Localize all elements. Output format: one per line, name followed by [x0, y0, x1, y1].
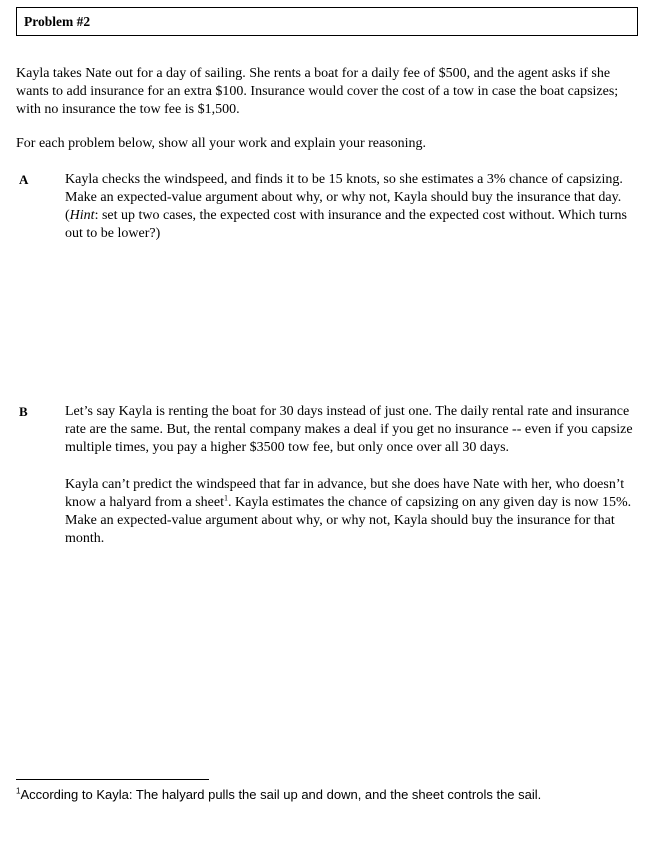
footnote [16, 787, 541, 802]
part-b-label: B [19, 404, 28, 419]
part-a-text-1: Kayla checks the windspeed, and finds it to be 15 knots, so she estimates a 3% chance of capsizing. Make an expected-value argument about why, or why not, Kayla should buy the insurance that day. ( [65, 172, 623, 223]
part-a-text-2: : set up two cases, the expected cost with insurance and the expected cost without. Which turns out to be lower?) [65, 208, 627, 241]
problem-title: Problem #2 [24, 14, 91, 29]
footnote-text: According to Kayla: The halyard pulls the sail up and down, and the sheet controls the sail. [20, 787, 542, 802]
instructions-paragraph: For each problem below, show all your work and explain your reasoning. [16, 136, 427, 151]
footnote-divider [16, 779, 209, 780]
part-b-paragraph-2 [65, 476, 645, 548]
problem-title-box [16, 7, 638, 36]
hint-label: Hint [69, 208, 95, 223]
part-b-text-1: Kayla can’t predict the windspeed that far in advance, but she does have Nate with her, who doesn’t know a halyard from a sheet [65, 477, 625, 510]
part-a-label: A [19, 172, 29, 187]
part-b-paragraph-1: Let’s say Kayla is renting the boat for 30 days instead of just one. The daily rental rate and insurance rate are the same. But, the rental company makes a deal if you get no insurance -- even if you capsize multiple times, you pay a higher $3500 tow fee, but only once over all 30 days. [65, 404, 633, 455]
footnote-reference[interactable]: 1 [224, 493, 228, 503]
part-b-text-2: . Kayla estimates the chance of capsizing on any given day is now 15%. Make an expected-value argument about why, or why not, Kayla should buy the insurance for that month. [65, 495, 632, 546]
part-a-text [65, 171, 645, 243]
intro-paragraph: Kayla takes Nate out for a day of sailing. She rents a boat for a daily fee of $500, and the agent asks if she wants to add insurance for an extra $100. Insurance would cover the cost of a tow in case the boat capsizes; with no insurance the tow fee is $1,500. [16, 66, 619, 117]
footnote-marker: 1 [16, 786, 21, 796]
